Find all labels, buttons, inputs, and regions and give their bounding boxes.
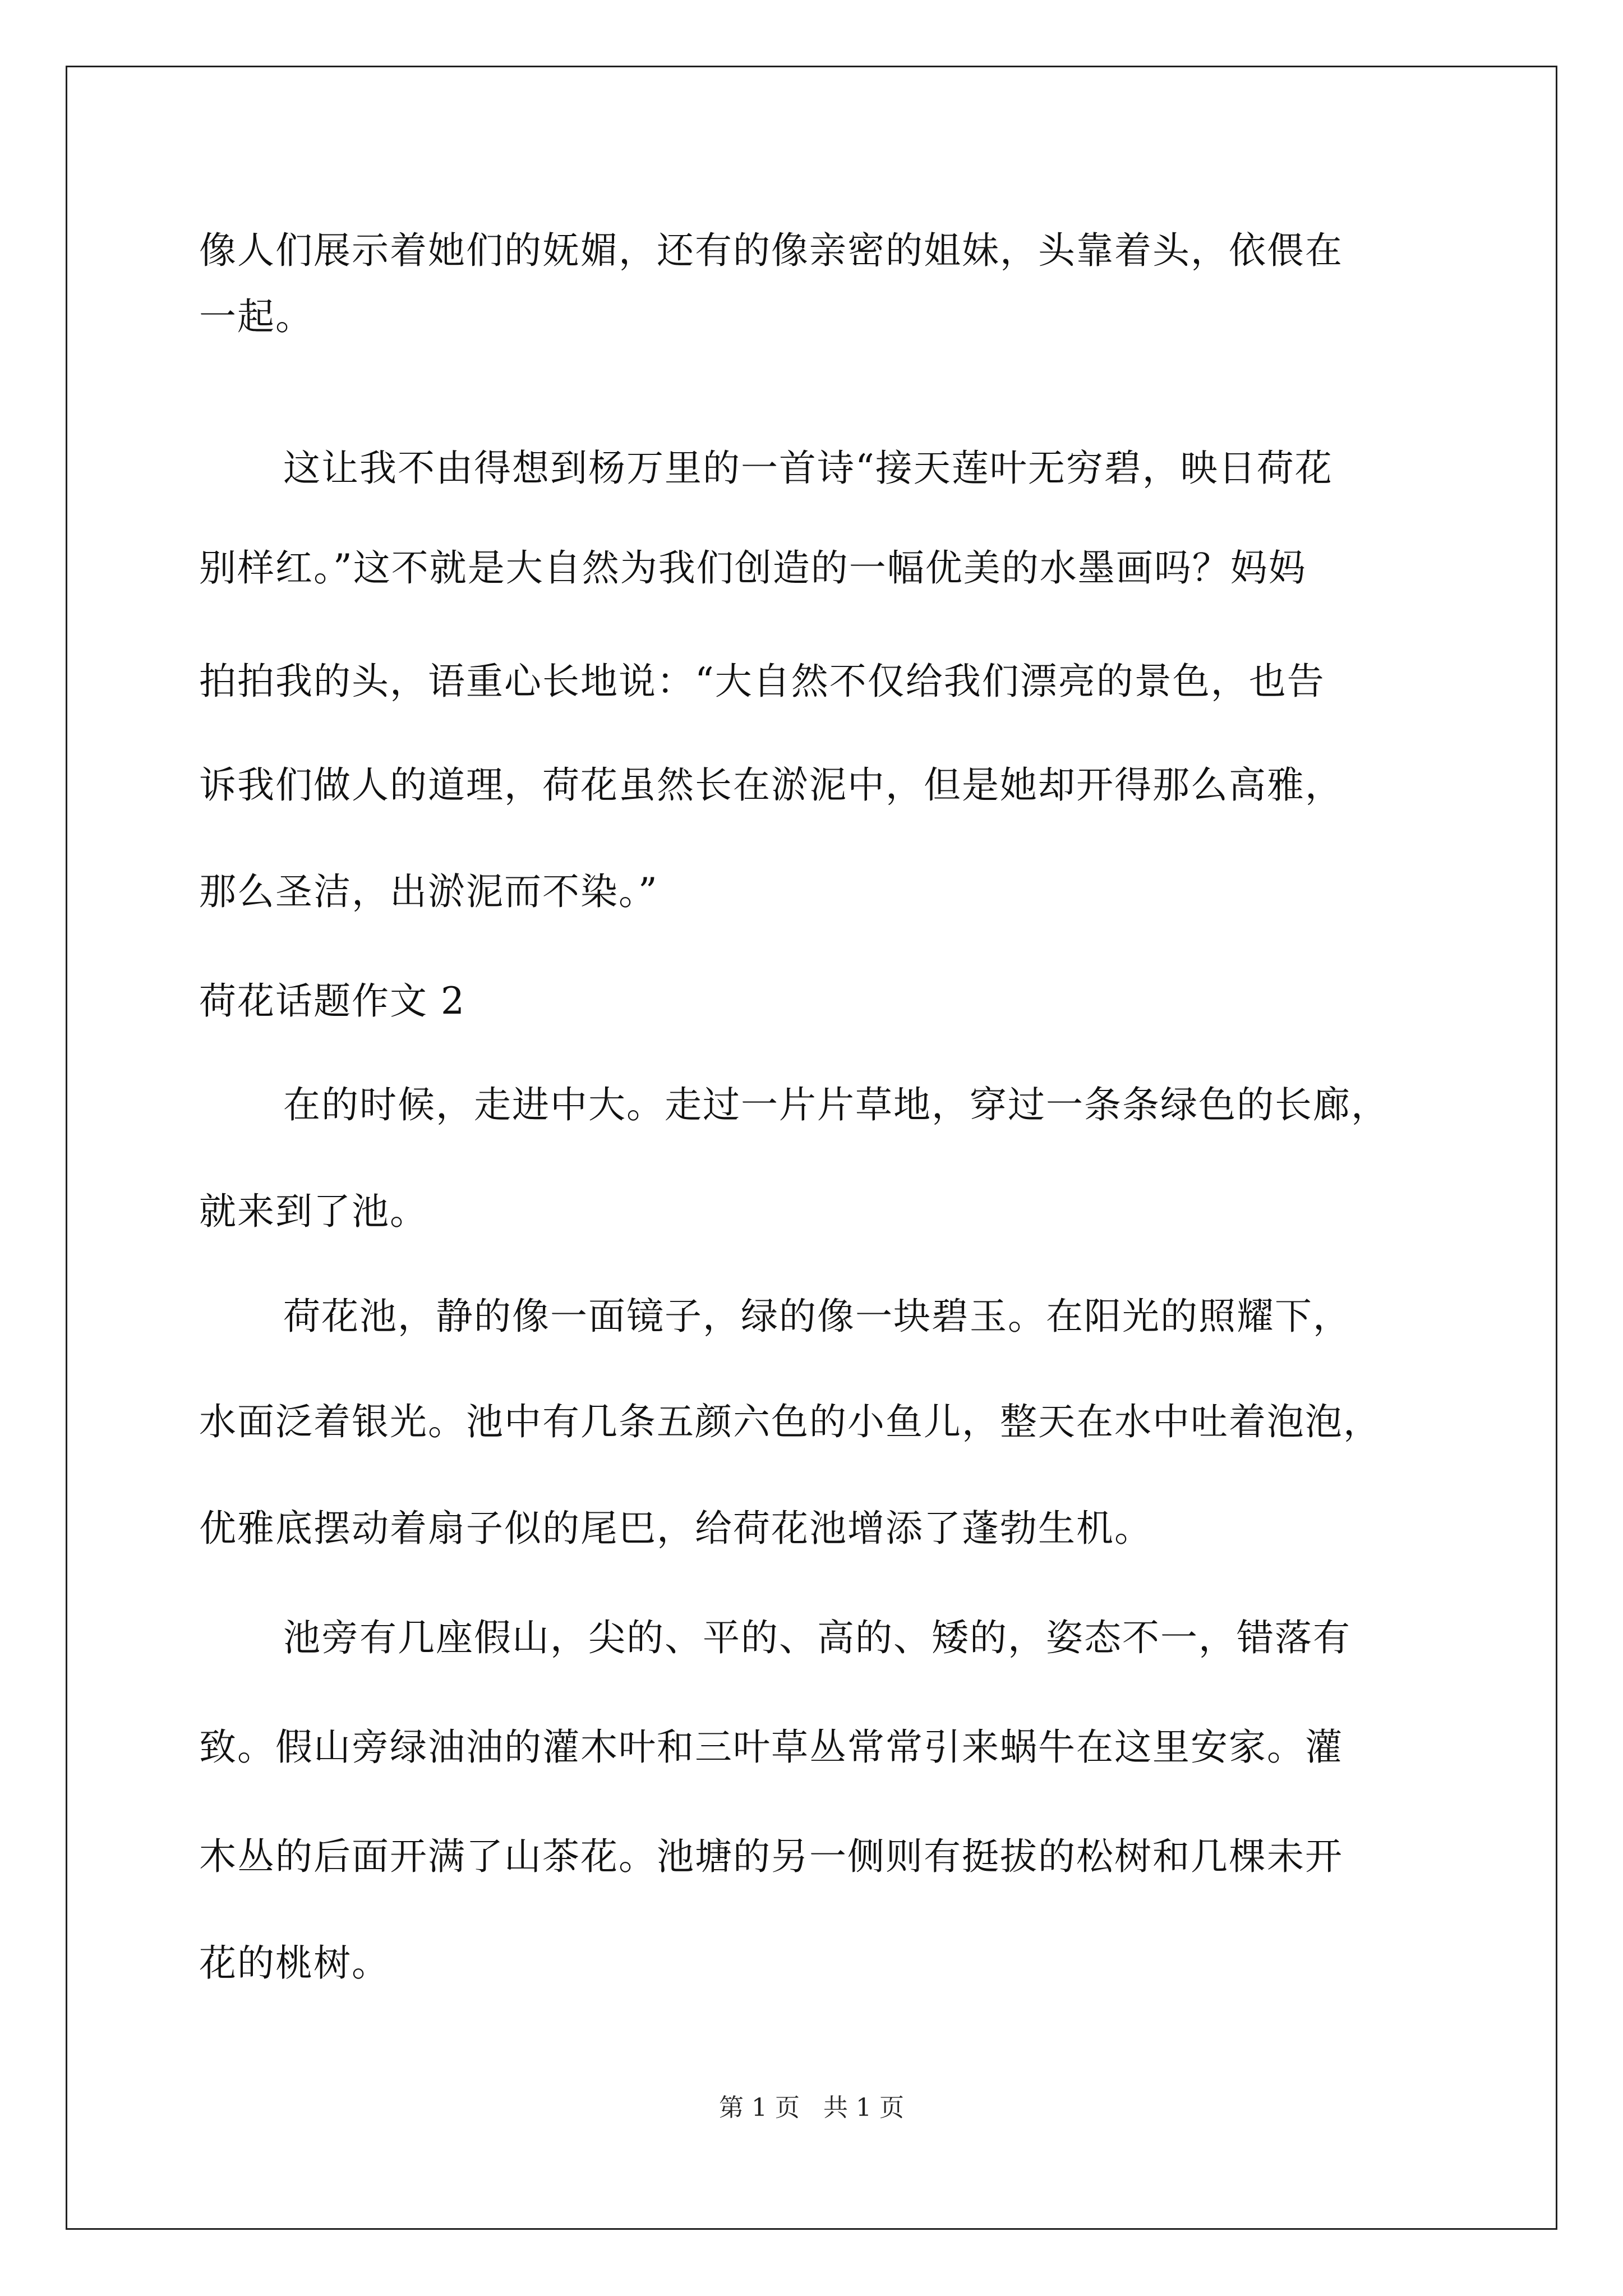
page-border [66,66,1557,2230]
text-line: 别样红。”这不就是大自然为我们创造的一幅优美的水墨画吗？妈妈 [199,546,1307,590]
text-line: 拍拍我的头，语重心长地说：“大自然不仅给我们漂亮的景色，也告 [199,660,1325,703]
text-line: 水面泛着银光。池中有几条五颜六色的小鱼儿，整天在水中吐着泡泡， [199,1400,1381,1443]
section-heading: 荷花话题作文 2 [199,979,465,1023]
text-line: 就来到了池。 [199,1190,428,1233]
paragraph-start: 荷花池，静的像一面镜子，绿的像一块碧玉。在阳光的照耀下， [283,1295,1351,1338]
text-line: 诉我们做人的道理，荷花虽然长在淤泥中，但是她却开得那么高雅， [199,763,1343,807]
text-line: 优雅底摆动着扇子似的尾巴，给荷花池增添了蓬勃生机。 [199,1507,1152,1550]
paragraph-start: 在的时候，走进中大。走过一片片草地，穿过一条条绿色的长廊， [283,1083,1389,1126]
text-line: 花的桃树。 [199,1941,390,1985]
text-line: 木丛的后面开满了山茶花。池塘的另一侧则有挺拔的松树和几棵未开 [199,1835,1343,1878]
paragraph-start: 池旁有几座假山，尖的、平的、高的、矮的，姿态不一，错落有 [283,1616,1351,1659]
text-line: 像人们展示着她们的妩媚，还有的像亲密的姐妹，头靠着头，依偎在 [199,229,1343,272]
text-line: 一起。 [199,295,313,338]
paragraph-start: 这让我不由得想到杨万里的一首诗“接天莲叶无穷碧，映日荷花 [283,447,1333,490]
text-line: 那么圣洁，出淤泥而不染。” [199,870,658,913]
page-number-footer: 第 1 页 共 1 页 [719,2093,904,2122]
text-line: 致。假山旁绿油油的灌木叶和三叶草丛常常引来蜗牛在这里安家。灌 [199,1726,1343,1769]
